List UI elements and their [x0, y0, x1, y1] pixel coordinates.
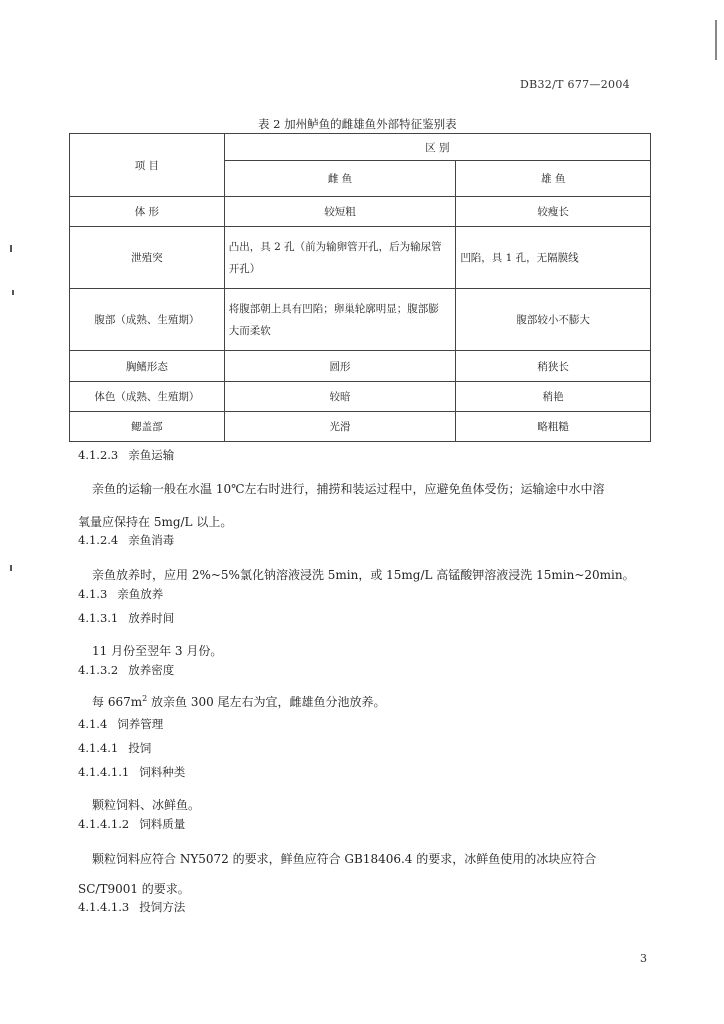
- row-item: 体 形: [70, 197, 225, 227]
- row-male: 腹部较小不膨大: [456, 289, 651, 351]
- section-title: 放养时间: [128, 611, 175, 625]
- section-heading: [78, 586, 163, 602]
- header-distinguish: 区 别: [224, 134, 650, 161]
- section-heading: [78, 816, 185, 832]
- paragraph-text: 每 667m: [92, 695, 143, 709]
- section-number: 4.1.3.1: [78, 611, 119, 625]
- section-title: 亲鱼放养: [117, 587, 164, 601]
- section-heading: [78, 610, 174, 626]
- table-row: [70, 382, 651, 412]
- row-male: 凹陷，具 1 孔，无隔膜线: [456, 227, 651, 289]
- section-heading: [78, 899, 185, 915]
- row-female: 较暗: [224, 382, 456, 412]
- section-title: 亲鱼消毒: [128, 533, 175, 547]
- row-female: [224, 289, 456, 351]
- section-heading: [78, 662, 174, 678]
- row-female: [224, 227, 456, 289]
- section-title: 饲料质量: [139, 817, 186, 831]
- section-title: 放养密度: [128, 663, 175, 677]
- section-number: 4.1.4.1: [78, 741, 119, 755]
- section-number: 4.1.3.2: [78, 663, 119, 677]
- row-item: 泄殖突: [70, 227, 225, 289]
- paragraph: 颗粒饲料、冰鲜鱼。: [92, 798, 201, 812]
- page-number: 3: [640, 952, 647, 965]
- section-title: 饲养管理: [117, 717, 164, 731]
- identification-table: [69, 133, 651, 442]
- section-number: 4.1.4.1.3: [78, 900, 130, 914]
- paragraph: [92, 693, 386, 710]
- row-item: 腹部（成熟、生殖期）: [70, 289, 225, 351]
- row-female-line: 大而柔软: [228, 324, 271, 337]
- header-female: 雌 鱼: [224, 161, 456, 197]
- row-female: 圆形: [224, 351, 456, 382]
- scan-mark: [715, 20, 717, 60]
- paragraph: 氧量应保持在 5mg/L 以上。: [78, 515, 233, 529]
- row-item: 鳃盖部: [70, 412, 225, 442]
- section-heading: [78, 532, 174, 548]
- paragraph-text: 放亲鱼 300 尾左右为宜，雌雄鱼分池放养。: [147, 695, 386, 709]
- scan-mark: [10, 565, 12, 571]
- table-row: [70, 351, 651, 382]
- row-female: 较短粗: [224, 197, 456, 227]
- row-female: 光滑: [224, 412, 456, 442]
- section-number: 4.1.2.4: [78, 533, 119, 547]
- paragraph: 亲鱼的运输一般在水温 10℃左右时进行，捕捞和装运过程中，应避免鱼体受伤；运输途中水中溶: [92, 482, 605, 496]
- paragraph: 11 月份至翌年 3 月份。: [92, 644, 223, 658]
- table-row: [70, 289, 651, 351]
- section-number: 4.1.2.3: [78, 448, 119, 462]
- paragraph: SC/T9001 的要求。: [78, 882, 190, 896]
- section-heading: [78, 447, 174, 463]
- section-heading: [78, 740, 151, 756]
- superscript: 2: [142, 694, 148, 703]
- section-title: 投饲方法: [139, 900, 186, 914]
- row-item: 体色（成熟、生殖期）: [70, 382, 225, 412]
- row-female-line: 将腹部朝上具有凹陷；卵巢轮廓明显；腹部膨: [228, 302, 439, 315]
- row-male: 较瘦长: [456, 197, 651, 227]
- table-row: [70, 197, 651, 227]
- section-number: 4.1.3: [78, 587, 108, 601]
- section-heading: [78, 764, 185, 780]
- paragraph: 颗粒饲料应符合 NY5072 的要求，鲜鱼应符合 GB18406.4 的要求，冰鲜鱼使用的冰块应符合: [92, 852, 597, 866]
- row-male: 稍狭长: [456, 351, 651, 382]
- table-caption: 表 2 加州鲈鱼的雌雄鱼外部特征鉴别表: [258, 117, 457, 131]
- document-code: DB32/T 677—2004: [520, 78, 630, 91]
- section-title: 亲鱼运输: [128, 448, 175, 462]
- paragraph: 亲鱼放养时，应用 2%~5%氯化钠溶液浸洗 5min，或 15mg/L 高锰酸钾溶液浸洗 15min~20min。: [92, 568, 635, 582]
- row-female-line: 凸出，具 2 孔（前为输卵管开孔，后为输尿管: [228, 240, 442, 253]
- section-title: 投饲: [128, 741, 152, 755]
- row-item: 胸鳍形态: [70, 351, 225, 382]
- scan-mark: [10, 245, 12, 252]
- row-male: 略粗糙: [456, 412, 651, 442]
- header-male: 雄 鱼: [456, 161, 651, 197]
- section-heading: [78, 716, 163, 732]
- section-number: 4.1.4.1.1: [78, 765, 130, 779]
- scan-mark: [12, 290, 14, 295]
- row-female-line: 开孔）: [228, 262, 261, 275]
- row-male: 稍艳: [456, 382, 651, 412]
- section-title: 饲料种类: [139, 765, 186, 779]
- section-number: 4.1.4.1.2: [78, 817, 130, 831]
- header-item: 项 目: [70, 134, 225, 197]
- table-row: [70, 412, 651, 442]
- section-number: 4.1.4: [78, 717, 108, 731]
- table-row: [70, 227, 651, 289]
